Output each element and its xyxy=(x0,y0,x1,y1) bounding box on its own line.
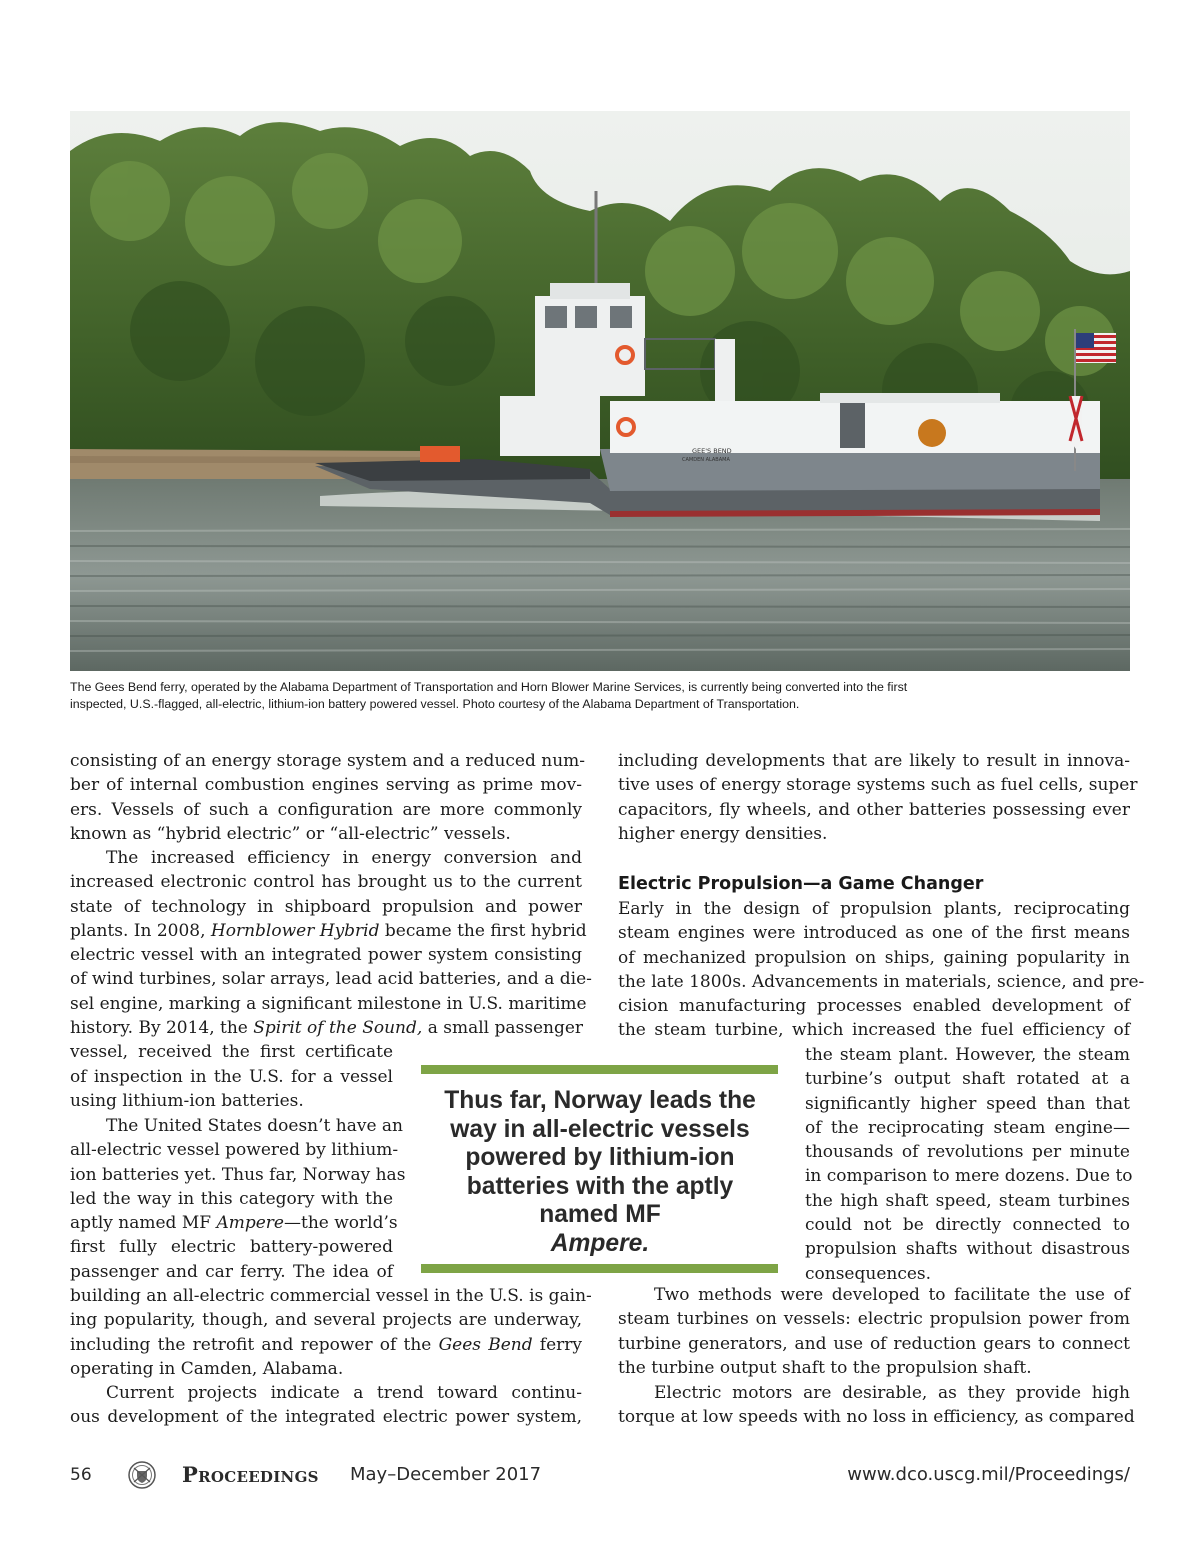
vessel-name: Ampere. xyxy=(550,1229,650,1257)
left-paragraph-4: Current projects indicate a trend toward continu- ous development of the integrated electric power system, xyxy=(70,1383,582,1428)
caption-line: inspected, U.S.-flagged, all-electric, lithium-ion battery powered vessel. Photo courtesy of the Alabama Department of Transportation. xyxy=(70,697,800,711)
ferry-photo xyxy=(70,111,1130,671)
footer-url: www.dco.uscg.mil/Proceedings/ xyxy=(847,1464,1130,1485)
caption-line: The Gees Bend ferry, operated by the Alabama Department of Transportation and Horn Blower Marine Services, is currently being converted into the first xyxy=(70,680,908,694)
page-number: 56 xyxy=(70,1465,92,1485)
vessel-name: Ampere xyxy=(216,1213,284,1234)
pull-quote-top-rule xyxy=(421,1065,778,1074)
ferry-photo-image xyxy=(70,111,1130,671)
right-paragraph-4: Electric motors are desirable, as they provide high torque at low speeds with no loss in efficiency, as compared xyxy=(618,1383,1135,1428)
left-paragraph-3: The United States doesn’t have an all-electric vessel powered by lithium- ion batteries yet. Thus far, Norway has led the way in this category with the aptly named MF Ampere—the world’s first fully electric battery-powered passenger and car ferry. The idea of building an all-electric commercial vessel in the U.S. is gain- ing popularity, though, and several projects are underway, including the retrofit and repower of the Gees Bend ferry operating in Camden, Alabama. xyxy=(70,1116,592,1379)
right-paragraph-2: Early in the design of propulsion plants, reciprocating steam engines were introduced as one of the first means of mechanized propulsion on ships, gaining popularity in the late 1800s. Advancements in materials, science, and pre- cision manufacturing processes enabled development of the steam turbine, which increased the fuel efficiency of xyxy=(618,899,1145,1041)
vessel-name-plate: GEE'S BEND xyxy=(692,447,732,455)
publication-name: Proceedings xyxy=(182,1462,319,1487)
pull-quote-bottom-rule xyxy=(421,1264,778,1273)
left-paragraph-2: The increased efficiency in energy conversion and increased electronic control has brought us to the current state of technology in shipboard propulsion and power plants. In 2008, Hornblower Hybrid became the first hybrid electric vessel with an integrated power system consisting of wind turbines, solar arrays, lead acid batteries, and a die- sel engine, marking a significant milestone in U.S. maritime history. By 2014, the Spirit of the Sound, a small passenger vessel, received the first certificate of inspection in the U.S. for a vessel using lithium-ion batteries. xyxy=(70,848,592,1111)
pull-quote: Thus far, Norway leads the way in all-electric vessels powered by lithium-ion batteries with the aptly named MF Ampere. xyxy=(444,1087,756,1257)
vessel-name: Gees Bend xyxy=(438,1334,533,1355)
coast-guard-seal-icon xyxy=(128,1461,156,1489)
left-paragraph-1: consisting of an energy storage system and a reduced num- ber of internal combustion engines serving as prime mov- ers. Vessels of such a configuration are more commonly known as “hybrid electric” or “all-electric” vessels. xyxy=(70,751,586,844)
page-footer xyxy=(70,1461,1130,1493)
right-paragraph-1: including developments that are likely to result in innova- tive uses of energy storage systems such as fuel cells, super capacitors, fly wheels, and other batteries possessing ever higher energy densities. xyxy=(618,751,1138,844)
right-paragraph-2-wrap: the steam plant. However, the steam turbine’s output shaft rotated at a significantly higher speed than that of the reciprocating steam engine— thousands of revolutions per minute in comparison to mere dozens. Due to the high shaft speed, steam turbines could not be directly connected to propulsion shafts without disastrous consequences. xyxy=(805,1045,1133,1284)
vessel-home-port-plate: CAMDEN ALABAMA xyxy=(682,457,730,463)
section-heading: Electric Propulsion—a Game Changer xyxy=(618,874,984,894)
vessel-name: Hornblower Hybrid xyxy=(210,920,380,941)
right-paragraph-3: Two methods were developed to facilitate the use of steam turbines on vessels: electric propulsion power from turbine generators, and use of reduction gears to connect the turbine output shaft to the propulsion shaft. xyxy=(618,1285,1130,1378)
issue-date: May–December 2017 xyxy=(350,1464,542,1485)
vessel-name: Spirit of the Sound, xyxy=(253,1018,423,1039)
photo-caption xyxy=(70,679,1130,713)
